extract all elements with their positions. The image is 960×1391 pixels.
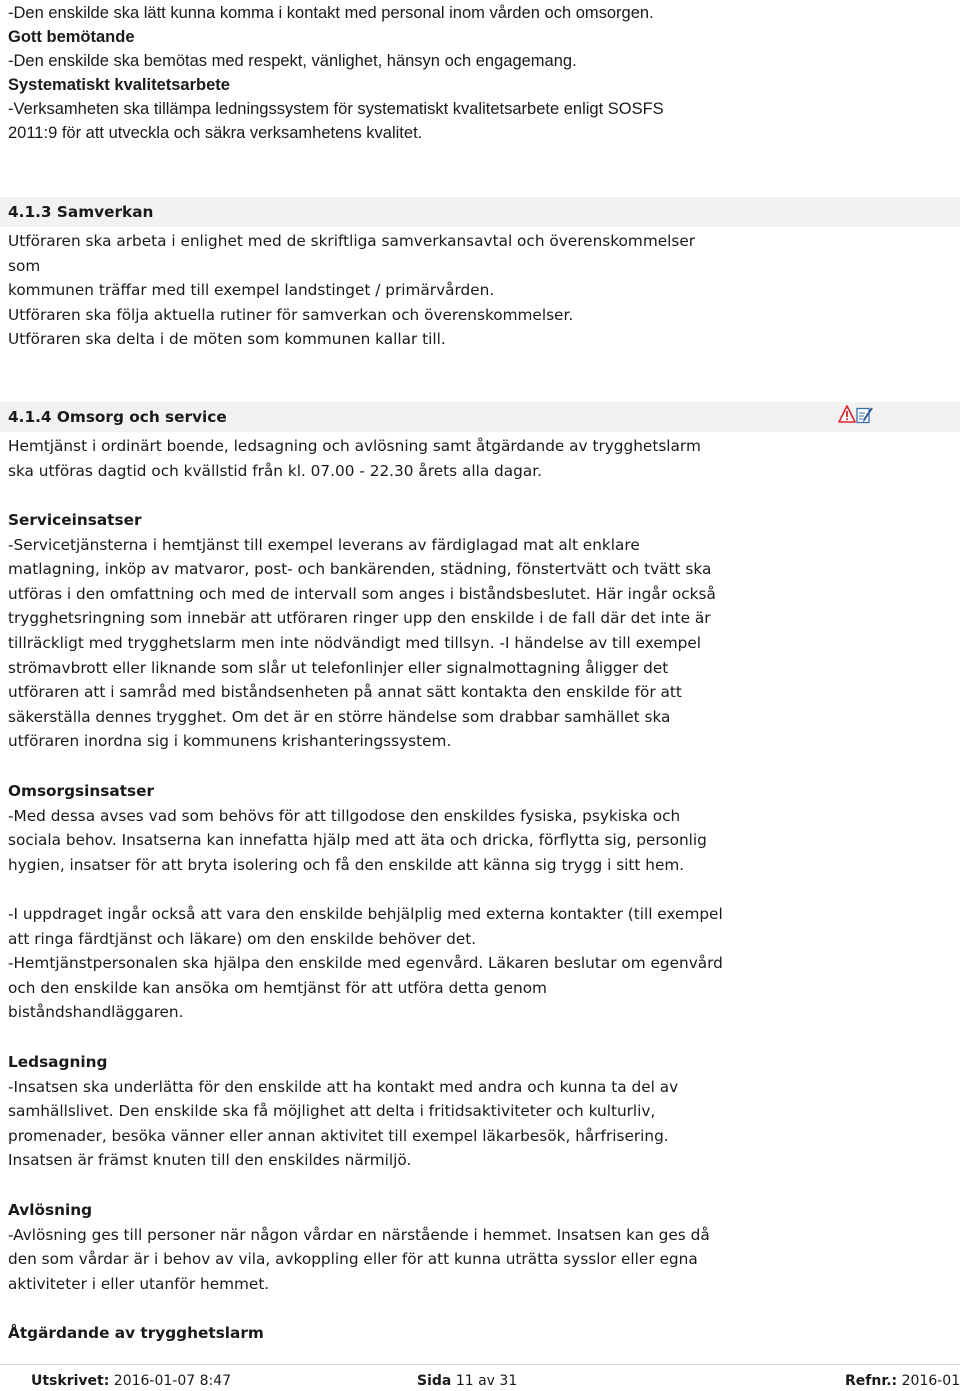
section-heading: Systematiskt kvalitetsarbete <box>8 76 230 94</box>
subsection-heading: Ledsagning <box>8 1053 108 1071</box>
body-text: utföraren att i samråd med biståndsenheten på annat sätt kontakta den enskilde för att <box>8 683 682 702</box>
printed-stamp <box>31 1372 231 1391</box>
body-text: Hemtjänst i ordinärt boende, ledsagning och avlösning samt åtgärdande av trygghetslarm <box>8 437 701 455</box>
body-text: biståndshandläggaren. <box>8 1003 184 1022</box>
body-text: den som vårdar är i behov av vila, avkoppling eller för att kunna uträtta sysslor eller egna <box>8 1250 698 1269</box>
footer-divider <box>0 1364 960 1365</box>
body-text: -Hemtjänstpersonalen ska hjälpa den enskilde med egenvård. Läkaren beslutar om egenvård <box>8 954 723 973</box>
section-icons-svg <box>838 405 874 427</box>
body-text: -Servicetjänsterna i hemtjänst till exempel leverans av färdiglagad mat alt enklare <box>8 535 640 554</box>
intro-block <box>8 1 953 145</box>
atgardande-block <box>8 1321 953 1346</box>
body-text: ska utföras dagtid och kvällstid från kl. 07.00 - 22.30 årets alla dagar. <box>8 461 542 480</box>
subsection-heading: Omsorgsinsatser <box>8 782 155 800</box>
ledsagning-block <box>8 1050 953 1173</box>
page-label: Sida <box>417 1373 452 1389</box>
body-text: -Med dessa avses vad som behövs för att tillgodose den enskildes fysiska, psykiska och <box>8 806 681 825</box>
section-header-bar <box>0 197 960 227</box>
body-text: Utföraren ska arbeta i enlighet med de skriftliga samverkansavtal och överenskommelser <box>8 232 696 250</box>
body-text: Insatsen är främst knuten till den enskildes närmiljö. <box>8 1151 412 1170</box>
serviceinsatser-block <box>8 508 953 754</box>
body-text: -Verksamheten ska tillämpa ledningssystem för systematiskt kvalitetsarbete enligt SOSFS <box>8 100 664 118</box>
body-text: utföras i den omfattning och med de intervall som anges i biståndsbeslutet. Här ingår också <box>8 584 716 603</box>
body-text: trygghetsringning som innebär att utföraren ringer upp den enskilde i de fall där det inte är <box>8 609 711 628</box>
body-text: 2011:9 för att utveckla och säkra verksamhetens kvalitet. <box>8 124 423 142</box>
ref-value: 2016-01 <box>901 1373 960 1389</box>
body-text: strömavbrott eller liknande som slår ut telefonlinjer eller signalmottagning åligger det <box>8 658 669 677</box>
omsorgsinsatser-block <box>8 779 953 877</box>
body-text: Utföraren ska delta i de möten som kommunen kallar till. <box>8 330 446 349</box>
body-text: -Den enskilde ska bemötas med respekt, vänlighet, hänsyn och engagemang. <box>8 52 577 70</box>
body-text: som <box>8 256 41 275</box>
body-text: -Avlösning ges till personer när någon vårdar en närstående i hemmet. Insatsen kan ges då <box>8 1225 710 1244</box>
page-of: av <box>478 1373 495 1389</box>
intro-text: -Den enskilde ska lätt kunna komma i kontakt med personal inom vården och omsorgen. <box>8 4 654 22</box>
page-current: 11 <box>455 1373 474 1389</box>
ref-label: Refnr.: <box>845 1373 898 1389</box>
section-body <box>8 229 953 352</box>
subsection-heading: Avlösning <box>8 1201 93 1219</box>
edit-note-icon[interactable] <box>857 408 872 423</box>
body-text: -I uppdraget ingår också att vara den enskilde behjälplig med externa kontakter (till exempel <box>8 905 723 923</box>
body-text: hygien, insatser för att bryta isolering och få den enskilde att känna sig trygg i sitt hem. <box>8 855 685 874</box>
body-text: säkerställa dennes trygghet. Om det är en större händelse som drabbar samhället ska <box>8 707 671 726</box>
section-body <box>8 434 953 483</box>
body-text: tillräckligt med trygghetslarm men inte nödvändigt med tillsyn. -I händelse av till exempel <box>8 633 702 652</box>
section-icons <box>838 405 874 427</box>
body-text: sociala behov. Insatserna kan innefatta hjälp med att äta och dricka, förflytta sig, personlig <box>8 831 707 850</box>
body-text: aktiviteter i eller utanför hemmet. <box>8 1274 270 1293</box>
printed-label: Utskrivet: <box>31 1373 110 1389</box>
body-text: matlagning, inköp av matvaror, post- och bankärenden, städning, fönstertvätt och tvätt ska <box>8 560 712 579</box>
page-footer <box>0 1372 960 1391</box>
avlosning-block <box>8 1198 953 1296</box>
body-text: promenader, besöka vänner eller annan aktivitet till exempel läkarbesök, hårfrisering. <box>8 1126 669 1145</box>
page-number <box>417 1372 517 1391</box>
omsorgsinsatser-block-2 <box>8 902 953 1025</box>
body-text: samhällslivet. Den enskilde ska få möjlighet att delta i fritidsaktiviteter och kulturliv, <box>8 1102 656 1121</box>
body-text: Utföraren ska följa aktuella rutiner för samverkan och överenskommelser. <box>8 305 574 324</box>
page-total: 31 <box>499 1373 518 1389</box>
body-text: utföraren inordna sig i kommunens krishanteringssystem. <box>8 732 452 751</box>
section-header-bar <box>0 402 960 432</box>
printed-value: 2016-01-07 8:47 <box>113 1373 232 1389</box>
section-title: 4.1.3 Samverkan <box>8 203 154 221</box>
reference-number <box>845 1372 960 1391</box>
subsection-heading: Åtgärdande av trygghetslarm <box>8 1324 264 1342</box>
body-text: att ringa färdtjänst och läkare) om den enskilde behöver det. <box>8 929 477 948</box>
body-text: kommunen träffar med till exempel landstinget / primärvården. <box>8 281 495 300</box>
warning-icon[interactable] <box>839 406 855 422</box>
section-heading: Gott bemötande <box>8 28 135 46</box>
section-title: 4.1.4 Omsorg och service <box>8 408 227 426</box>
body-text: -Insatsen ska underlätta för den enskilde att ha kontakt med andra och kunna ta del av <box>8 1077 679 1096</box>
subsection-heading: Serviceinsatser <box>8 511 142 529</box>
body-text: och den enskilde kan ansöka om hemtjänst för att utföra detta genom <box>8 978 547 997</box>
